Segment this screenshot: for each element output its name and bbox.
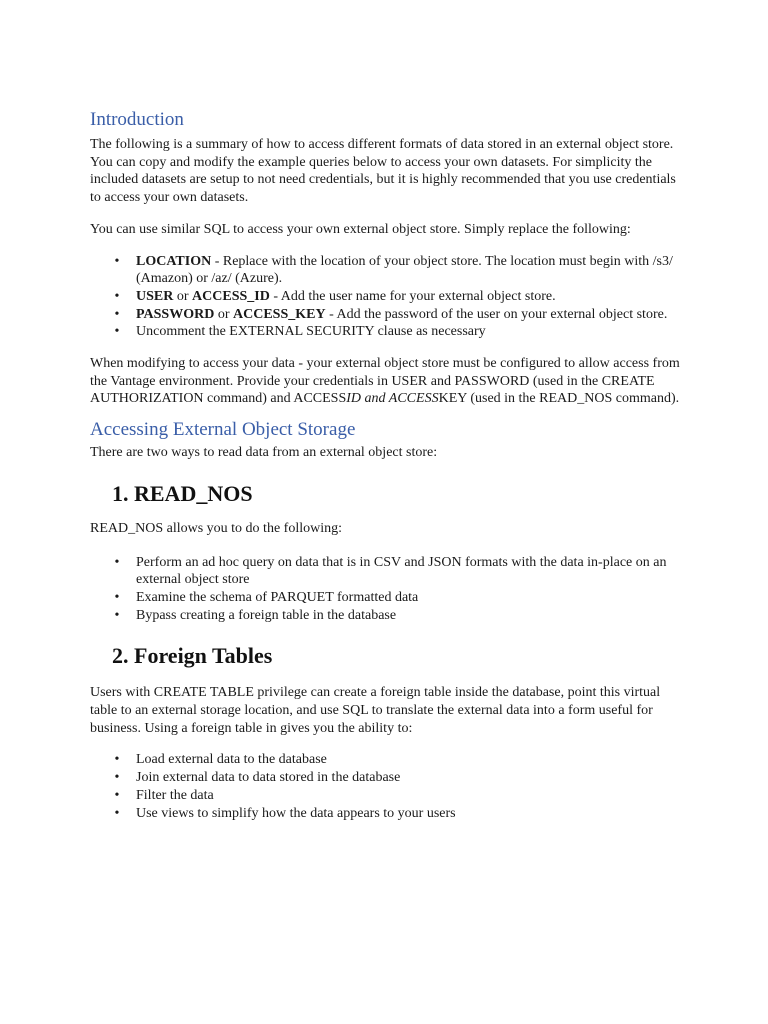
introduction-heading: Introduction [90,109,184,130]
list-item-password: • PASSWORD or ACCESS_KEY - Add the password of the user on your external object store. [90,306,690,324]
foreign-tables-heading: 2. Foreign Tables [112,643,273,669]
bullet-icon: • [114,324,120,340]
bullet-icon: • [114,288,120,304]
read-nos-list [90,554,690,625]
bullet-icon: • [114,787,120,803]
bullet-icon: • [114,752,120,768]
bullet-icon: • [114,805,120,821]
read-nos-paragraph: READ_NOS allows you to do the following: [90,520,342,536]
vantage-credentials-paragraph: When modifying to access your data - your external object store must be configured to allow access from the Vantage environment. Provide your credentials in USER and PASSWORD (used in the CREATE AUTHORIZATION command) and ACCESSID and ACCESSKEY (used in the READ_NOS command). [90,356,680,407]
bullet-icon: • [114,589,120,605]
read-nos-heading: 1. READ_NOS [112,480,253,506]
bullet-icon: • [114,770,120,786]
list-item: • Examine the schema of PARQUET formatted data [90,589,690,607]
list-item: • Join external data to data stored in the database [90,769,690,787]
list-item-external-security: • Uncomment the EXTERNAL SECURITY clause as necessary [90,323,690,341]
document-body [90,108,690,822]
bullet-icon: • [114,554,120,570]
foreign-tables-paragraph: Users with CREATE TABLE privilege can create a foreign table inside the database, point this virtual table to an external storage location, and use SQL to translate the external data into a form useful for business. Using a foreign table in gives you the ability to: [90,685,661,736]
list-item-user: • USER or ACCESS_ID - Add the user name for your external object store. [90,288,690,306]
foreign-tables-list [90,751,690,822]
sql-replace-paragraph: You can use similar SQL to access your own external object store. Simply replace the following: [90,221,631,237]
list-item: • Load external data to the database [90,751,690,769]
list-item: • Use views to simplify how the data appears to your users [90,805,690,823]
list-item: • Filter the data [90,787,690,805]
list-item: • Bypass creating a foreign table in the database [90,607,690,625]
introduction-paragraph: The following is a summary of how to access different formats of data stored in an external object store. You can copy and modify the example queries below to access your own datasets. For simplicity the included datasets are setup to not need credentials, but it is highly recommended that you use credentials to access your own datasets. [90,137,676,206]
bullet-icon: • [114,607,120,623]
accessing-storage-paragraph: There are two ways to read data from an external object store: [90,445,438,461]
list-item: • Perform an ad hoc query on data that is in CSV and JSON formats with the data in-place on an external object store [90,554,690,589]
bullet-icon: • [114,306,120,322]
accessing-storage-heading: Accessing External Object Storage [90,419,356,441]
list-item-location: • LOCATION - Replace with the location of your object store. The location must begin with /s3/ (Amazon) or /az/ (Azure). [90,253,690,288]
replace-items-list [90,253,690,342]
bullet-icon: • [114,253,120,269]
